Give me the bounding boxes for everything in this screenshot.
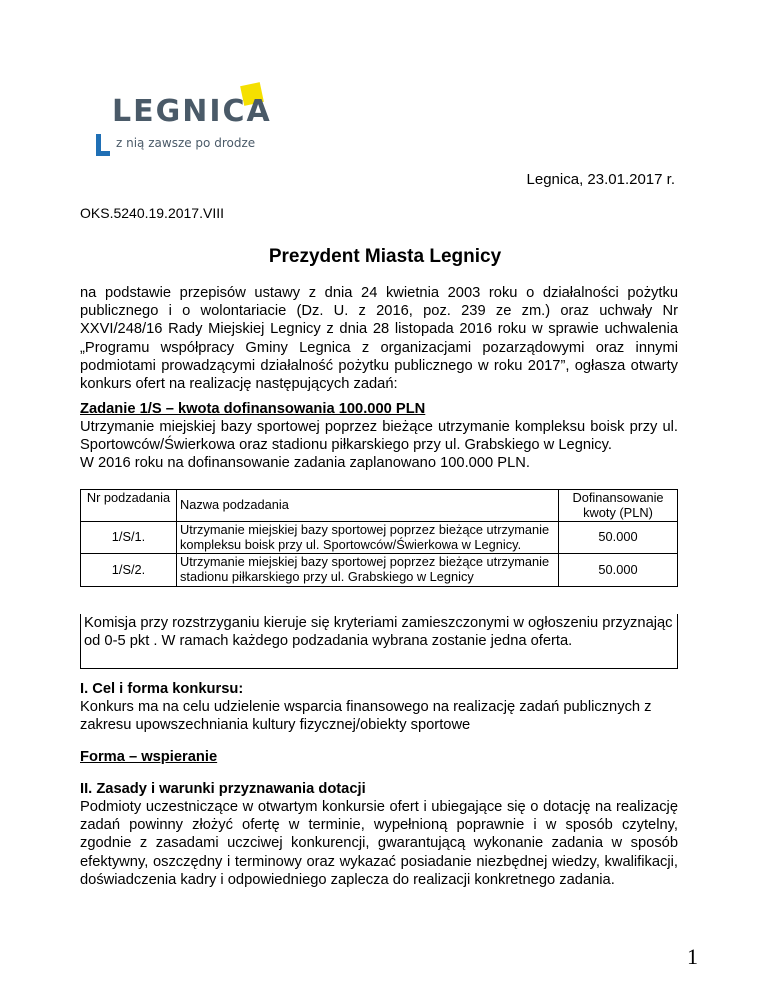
- logo-tagline: z nią zawsze po drodze: [116, 136, 256, 150]
- forma-heading: Forma – wspieranie: [80, 749, 218, 765]
- section2-heading: II. Zasady i warunki przyznawania dotacji: [80, 781, 366, 797]
- logo-l-mark-icon: [96, 134, 110, 156]
- task-heading: Zadanie 1/S – kwota dofinansowania 100.000 PLN: [80, 401, 426, 417]
- table-row: [81, 522, 678, 554]
- row-name: Utrzymanie miejskiej bazy sportowej poprzez bieżące utrzymanie kompleksu boisk przy ul. Sportowców/Świerkowa w Legnicy.: [177, 522, 559, 554]
- task-description: [80, 418, 678, 473]
- page-title: Prezydent Miasta Legnicy: [268, 246, 502, 267]
- table-row: [81, 554, 678, 586]
- header-amount: Dofinansowanie kwoty (PLN): [559, 490, 678, 522]
- row-amount: 50.000: [559, 522, 678, 554]
- table-footer-note: Komisja przy rozstrzyganiu kieruje się kryteriami zamieszczonymi w ogłoszeniu przyznając od 0-5 pkt . W ramach każdego podzadania wybrana zostanie jedna oferta.: [80, 614, 678, 669]
- row-nr: 1/S/2.: [81, 554, 177, 586]
- row-name: Utrzymanie miejskiej bazy sportowej poprzez bieżące utrzymanie stadionu piłkarskiego przy ul. Grabskiego w Legnicy: [177, 554, 559, 586]
- task-text-1: Utrzymanie miejskiej bazy sportowej poprzez bieżące utrzymanie kompleksu boisk przy ul. Sportowców/Świerkowa oraz stadionu piłkarskiego przy ul. Grabskiego w Legnicy.: [80, 419, 678, 454]
- table-header-row: [81, 490, 678, 522]
- section1-text: Konkurs ma na celu udzielenie wsparcia finansowego na realizację zadań publicznych z zakresu upowszechniania kultury fizycznej/obiekty sportowe: [80, 699, 652, 734]
- row-nr: 1/S/1.: [81, 522, 177, 554]
- document-date: Legnica, 23.01.2017 r.: [526, 171, 675, 188]
- reference-number: OKS.5240.19.2017.VIII: [80, 205, 224, 221]
- intro-paragraph: na podstawie przepisów ustawy z dnia 24 kwietnia 2003 roku o działalności pożytku publicznego i o wolontariacie (Dz. U. z 2016, poz. 239 ze zm.) oraz uchwały Nr XXVI/248/16 Rady Miejskiej Legnicy z dnia 28 listopada 2016 roku w sprawie uchwalenia „Programu współpracy Gminy Legnica z organizacjami pozarządowymi oraz innymi podmiotami prowadzącymi działalność pożytku publicznego w roku 2017”, ogłasza otwarty konkurs ofert na realizację następujących zadań:: [80, 285, 678, 393]
- subtasks-table: [80, 489, 678, 587]
- row-amount: 50.000: [559, 554, 678, 586]
- page-number: 1: [687, 944, 698, 969]
- legnica-logo: [92, 80, 282, 160]
- section2-text: Podmioty uczestniczące w otwartym konkursie ofert i ubiegające się o dotację na realizację zadań powinny złożyć ofertę w terminie, wypełnioną poprawnie i w sposób czytelny, zgodnie z zasadami uczciwej konkurencji, gwarantującą wykonanie zadania w sposób efektywny, oszczędny i terminowy oraz wykazać posiadanie niezbędnej wiedzy, kwalifikacji, doświadczenia kadry i odpowiedniego zaplecza do realizacji konkretnego zadania.: [80, 799, 678, 888]
- section1-heading: I. Cel i forma konkursu:: [80, 681, 244, 697]
- task-text-2: W 2016 roku na dofinansowanie zadania zaplanowano 100.000 PLN.: [80, 455, 530, 472]
- logo-wordmark: LEGNICA: [112, 94, 272, 129]
- header-name: Nazwa podzadania: [177, 490, 559, 522]
- header-nr: Nr podzadania: [81, 490, 177, 522]
